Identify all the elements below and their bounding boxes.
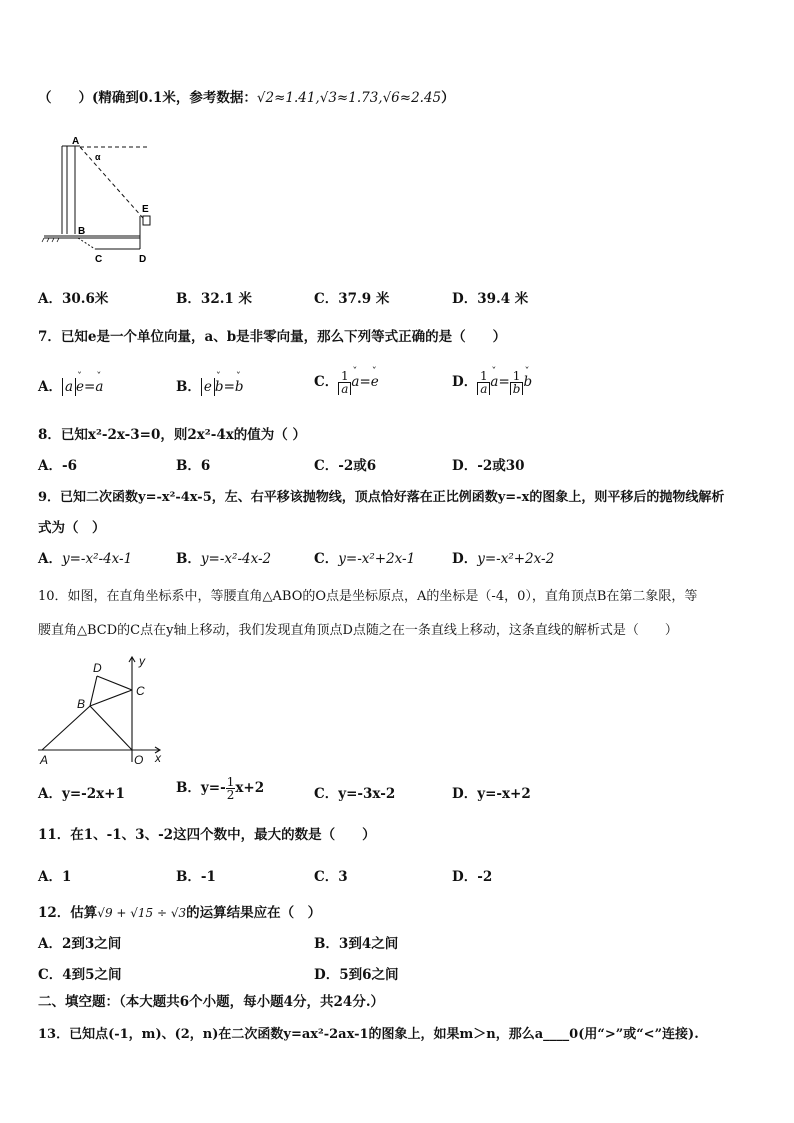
q8-option-a[interactable] xyxy=(38,457,77,475)
q11-stem: 11．在1、-1、3、-2这四个数中，最大的数是（ ） xyxy=(38,827,376,843)
q12-option-d-letter: D． xyxy=(314,967,340,983)
q7-d-frac2: $\frac{1}{b}$ xyxy=(510,370,524,395)
q7-b-abs: e xyxy=(201,378,215,396)
q8-option-a-letter: A． xyxy=(38,458,62,474)
q7-a-eq: = xyxy=(84,379,96,395)
q11-option-b-text: -1 xyxy=(200,869,216,885)
q6-option-a-letter: A． xyxy=(38,291,62,307)
q7-c-eq: = xyxy=(359,374,371,390)
q8-option-d[interactable] xyxy=(452,457,525,475)
q10-option-d-text: y=-x+2 xyxy=(477,786,531,802)
q7-option-b[interactable] xyxy=(176,378,244,396)
q10-option-d-letter: D． xyxy=(452,786,478,802)
q9-stem-line1: 9．已知二次函数y=-x²-4x-5，左、右平移该抛物线，顶点恰好落在正比例函数y=-x的图象上，则平移后的抛物线解析 xyxy=(38,490,725,505)
q9-option-c-letter: C． xyxy=(314,551,339,567)
q12-option-b-text: 3到4之间 xyxy=(338,936,399,952)
q9-option-a-text: y=-x²-4x-1 xyxy=(61,551,133,567)
q10-stem-line1: 10．如图，在直角坐标系中，等腰直角△ABO的O点是坐标原点，A的坐标是（-4，0），直角顶点B在第二象限，等 xyxy=(38,589,698,604)
q6-figure xyxy=(40,134,170,266)
q7-option-b-letter: B． xyxy=(176,379,201,395)
q8-option-d-text: -2或30 xyxy=(477,458,525,474)
q11-option-b-letter: B． xyxy=(176,869,201,885)
q10-option-b-frac: $\frac{1}{2}$ xyxy=(226,775,235,802)
q11-option-a-letter: A． xyxy=(38,869,62,885)
q6-prefix: （ ）(精确到0.1米，参考数据： xyxy=(38,90,257,106)
q7-a-vec-a: ˇ a xyxy=(95,378,103,396)
q8-option-c-text: -2或6 xyxy=(338,458,377,474)
q7-d-vec-b: ˇ b xyxy=(523,373,532,391)
q8-option-a-text: -6 xyxy=(61,458,77,474)
q12-option-b-letter: B． xyxy=(314,936,339,952)
q6-option-a-text: 30.6米 xyxy=(61,291,109,307)
q12-pre: 12．估算 xyxy=(38,905,98,921)
q12-option-a-text: 2到3之间 xyxy=(61,936,122,952)
q7-d-frac1: $\frac{1}{a}$ xyxy=(477,370,490,395)
q8-stem: 8．已知x²-2x-3=0，则2x²-4x的值为（ ） xyxy=(38,427,306,443)
q10-label-o: O xyxy=(134,753,144,767)
q7-c-vec-a: ˇ a xyxy=(351,373,359,391)
q7-d-vec-a: ˇ a xyxy=(490,373,498,391)
q7-stem: 7．已知e是一个单位向量，a、b是非零向量，那么下列等式正确的是（ ） xyxy=(38,329,507,345)
q12-option-c-text: 4到5之间 xyxy=(62,967,122,983)
q12-option-d[interactable] xyxy=(314,966,399,984)
q6-option-a[interactable] xyxy=(38,290,108,308)
q11-option-d[interactable] xyxy=(452,868,492,886)
q10-label-a: A xyxy=(40,753,49,767)
q12-stem xyxy=(38,904,321,922)
q6-option-d-text: 39.4 米 xyxy=(477,291,529,307)
q10-label-y: y xyxy=(139,654,145,668)
q7-a-abs: a xyxy=(62,378,76,396)
q8-option-b-text: 6 xyxy=(200,458,211,474)
q8-option-c[interactable] xyxy=(314,457,376,475)
q12-option-c-letter: C． xyxy=(38,967,63,983)
q13-stem: 13．已知点(-1，m)、(2，n)在二次函数y=ax²-2ax-1的图象上，如果m＞n，那么a____0(用“>”或“<”连接). xyxy=(38,1027,699,1042)
q7-c-frac: $\frac{1}{a}$ xyxy=(338,370,351,395)
q10-label-d: D xyxy=(93,661,102,675)
q10-figure xyxy=(36,654,168,768)
q7-b-eq: = xyxy=(223,379,235,395)
q7-option-c[interactable] xyxy=(314,370,379,395)
q9-option-b[interactable] xyxy=(176,550,271,568)
q6-reference-data: √2≈1.41,√3≈1.73,√6≈2.45 xyxy=(256,90,442,106)
q11-option-d-letter: D． xyxy=(452,869,478,885)
q9-option-d-letter: D． xyxy=(452,551,478,567)
q7-option-d[interactable] xyxy=(452,370,532,395)
q9-option-d[interactable] xyxy=(452,550,554,568)
q7-b-vec-b2: ˇ b xyxy=(235,378,244,396)
q8-option-b[interactable] xyxy=(176,457,210,475)
q6-suffix: ） xyxy=(441,90,455,106)
q12-option-d-text: 5到6之间 xyxy=(339,967,399,983)
q11-option-b[interactable] xyxy=(176,868,216,886)
q11-option-c-letter: C． xyxy=(314,869,339,885)
q12-option-c[interactable] xyxy=(38,966,122,984)
q10-option-b-post: x+2 xyxy=(235,780,265,796)
q9-option-d-text: y=-x²+2x-2 xyxy=(477,551,555,567)
q10-option-c-text: y=-3x-2 xyxy=(338,786,396,802)
q9-option-c[interactable] xyxy=(314,550,415,568)
q12-post: 的运算结果应在（ ） xyxy=(186,905,322,921)
q10-option-b-letter: B． xyxy=(176,780,201,796)
q10-option-a-letter: A． xyxy=(38,786,62,802)
q12-expression: √9 + √15 ÷ √3 xyxy=(97,906,187,920)
q6-option-d[interactable] xyxy=(452,290,528,308)
q6-option-c[interactable] xyxy=(314,290,389,308)
q10-label-c: C xyxy=(136,684,145,698)
q10-option-b-pre: y=- xyxy=(200,780,226,796)
q6-label-a: A xyxy=(72,136,80,147)
q9-option-a-letter: A． xyxy=(38,551,62,567)
q10-option-a[interactable] xyxy=(38,785,125,803)
q6-header xyxy=(38,89,455,107)
q7-b-vec-b: ˇ b xyxy=(215,378,224,396)
q11-option-c-text: 3 xyxy=(338,869,348,885)
q10-stem-line2: 腰直角△BCD的C点在y轴上移动，我们发现直角顶点D点随之在一条直线上移动，这条直线的解析式是（ ） xyxy=(38,623,678,638)
q9-stem-line2: 式为（ ） xyxy=(38,520,106,536)
q11-option-a[interactable] xyxy=(38,868,71,886)
q9-option-b-letter: B． xyxy=(176,551,201,567)
q11-option-a-text: 1 xyxy=(61,869,72,885)
q9-option-a[interactable] xyxy=(38,550,132,568)
q7-option-d-letter: D． xyxy=(452,374,478,390)
q7-a-vec-e: ˇ e xyxy=(76,378,84,396)
q7-option-a-letter: A． xyxy=(38,379,62,395)
q6-label-d: D xyxy=(139,254,147,265)
q10-option-c-letter: C． xyxy=(314,786,339,802)
q7-option-c-letter: C． xyxy=(314,374,339,390)
q8-option-c-letter: C． xyxy=(314,458,339,474)
q8-option-b-letter: B． xyxy=(176,458,201,474)
q6-label-alpha: α xyxy=(95,152,101,162)
q6-option-b[interactable] xyxy=(176,290,252,308)
q12-option-a[interactable] xyxy=(38,935,121,953)
q11-option-d-text: -2 xyxy=(477,869,493,885)
q10-option-d[interactable] xyxy=(452,785,531,803)
q7-option-a[interactable] xyxy=(38,378,103,396)
q6-option-c-text: 37.9 米 xyxy=(338,291,390,307)
section-fill-in-header: 二、填空题：（本大题共6个小题，每小题4分，共24分.） xyxy=(38,994,385,1010)
q7-c-vec-e: ˇ e xyxy=(371,373,379,391)
q10-label-b: B xyxy=(77,697,86,711)
q6-option-c-letter: C． xyxy=(314,291,339,307)
q10-option-c[interactable] xyxy=(314,785,395,803)
q10-option-b[interactable] xyxy=(176,776,264,801)
q11-option-c[interactable] xyxy=(314,868,348,886)
q6-option-b-text: 32.1 米 xyxy=(200,291,253,307)
q6-label-b: B xyxy=(78,226,86,237)
q10-option-a-text: y=-2x+1 xyxy=(61,786,125,802)
q7-d-eq: = xyxy=(498,374,510,390)
q8-option-d-letter: D． xyxy=(452,458,478,474)
q9-option-c-text: y=-x²+2x-1 xyxy=(338,551,416,567)
q10-label-x: x xyxy=(155,751,161,765)
q6-option-b-letter: B． xyxy=(176,291,201,307)
q6-option-d-letter: D． xyxy=(452,291,478,307)
q6-label-e: E xyxy=(142,204,149,215)
q12-option-a-letter: A． xyxy=(38,936,62,952)
q12-option-b[interactable] xyxy=(314,935,398,953)
q9-option-b-text: y=-x²-4x-2 xyxy=(200,551,272,567)
q6-label-c: C xyxy=(95,254,103,265)
